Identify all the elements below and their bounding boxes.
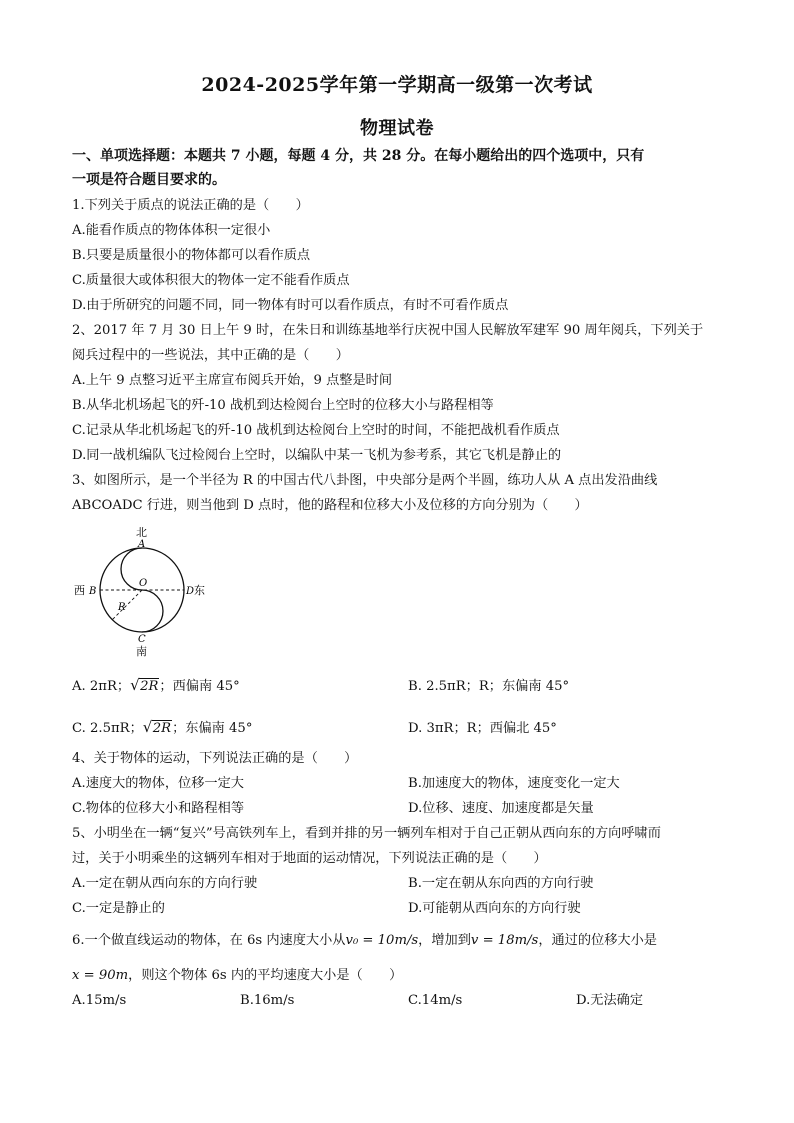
- q6-option-c: C.14m/s: [408, 993, 463, 1008]
- q3-option-a-suffix: ；西偏南 45°: [159, 679, 240, 694]
- exam-subtitle: 物理试卷: [360, 118, 434, 139]
- sqrt-symbol: √ 2R: [142, 718, 172, 736]
- q3-option-d: D. 3πR；R；西偏北 45°: [408, 721, 557, 736]
- q1-option-a: A.能看作质点的物体体积一定很小: [72, 223, 271, 238]
- q4-stem: 4、关于物体的运动，下列说法正确的是（ ）: [72, 751, 358, 766]
- q5-option-c: C.一定是静止的: [72, 901, 165, 916]
- q5-stem-line1: 5、小明坐在一辆“复兴”号高铁列车上，看到并排的另一辆列车相对于自己正朝从西向东的方向呼啸而: [72, 826, 661, 841]
- q6-stem-part-b: ，增加到: [418, 933, 471, 948]
- q6-stem-part-d: ，则这个物体 6s 内的平均速度大小是（ ）: [128, 968, 403, 983]
- q3-option-c-prefix: C. 2.5πR；: [72, 721, 143, 736]
- q6-initial-velocity: v₀ = 10m/s: [345, 933, 419, 948]
- q2-option-d: D.同一战机编队飞过检阅台上空时，以编队中某一飞机为参考系，其它飞机是静止的: [72, 448, 562, 463]
- section-heading-line2: 一项是符合题目要求的。: [72, 172, 226, 188]
- bagua-radius-line: [112, 590, 142, 620]
- q4-option-b: B.加速度大的物体，速度变化一定大: [408, 776, 620, 791]
- label-r: R: [118, 602, 126, 613]
- q6-stem-part-a: 6.一个做直线运动的物体，在 6s 内速度大小从: [72, 933, 346, 948]
- label-d: D: [186, 586, 195, 597]
- q5-option-b: B.一定在朝从东向西的方向行驶: [408, 876, 594, 891]
- q1-option-b: B.只要是质量很小的物体都可以看作质点: [72, 248, 311, 263]
- q3-stem-line1: 3、如图所示，是一个半径为 R 的中国古代八卦图，中央部分是两个半圆，练功人从 A 点出发沿曲线: [72, 473, 658, 488]
- q4-option-a: A.速度大的物体，位移一定大: [72, 776, 244, 791]
- q2-option-c: C.记录从华北机场起飞的歼-10 战机到达检阅台上空时的时间，不能把战机看作质点: [72, 423, 560, 438]
- q6-option-d: D.无法确定: [576, 993, 644, 1008]
- sqrt-symbol: √ 2R: [130, 676, 159, 694]
- q3-option-c-root: 2R: [152, 721, 172, 736]
- label-a: A: [138, 539, 146, 550]
- q4-option-d: D.位移、速度、加速度都是矢量: [408, 801, 594, 816]
- label-east: 东: [194, 584, 205, 597]
- q5-option-a: A.一定在朝从西向东的方向行驶: [72, 876, 258, 891]
- bagua-diagram: [72, 524, 212, 658]
- q1-option-c: C.质量很大或体积很大的物体一定不能看作质点: [72, 273, 350, 288]
- q1-stem: 1.下列关于质点的说法正确的是（ ）: [72, 198, 309, 213]
- q5-option-d: D.可能朝从西向东的方向行驶: [408, 901, 581, 916]
- q3-option-a-root: 2R: [140, 679, 159, 694]
- q3-option-b: B. 2.5πR；R；东偏南 45°: [408, 679, 570, 694]
- label-west: 西: [74, 584, 85, 597]
- q6-stem-line2: [72, 966, 402, 986]
- q5-stem-line2: 过，关于小明乘坐的这辆列车相对于地面的运动情况，下列说法正确的是（ ）: [72, 851, 547, 866]
- label-north: 北: [136, 526, 147, 539]
- label-c: C: [138, 634, 146, 645]
- section-heading-line1: 一、单项选择题：本题共 7 小题，每题 4 分，共 28 分。在每小题给出的四个选项中，只有: [72, 148, 645, 164]
- exam-title: 2024-2025学年第一学期高一级第一次考试: [201, 74, 593, 96]
- q3-option-a: [72, 677, 240, 697]
- label-o: O: [139, 578, 148, 589]
- q6-stem-part-c: ，通过的位移大小是: [538, 933, 657, 948]
- label-b: B: [89, 586, 97, 597]
- q3-option-c: [72, 719, 252, 739]
- q3-option-c-suffix: ；东偏南 45°: [172, 721, 253, 736]
- q6-option-a: A.15m/s: [72, 993, 127, 1008]
- label-south: 南: [136, 645, 147, 658]
- q6-final-velocity: v = 18m/s: [470, 933, 539, 948]
- q4-option-c: C.物体的位移大小和路程相等: [72, 801, 245, 816]
- q3-option-a-prefix: A. 2πR；: [72, 679, 131, 694]
- q6-displacement: x = 90m: [72, 968, 129, 983]
- q2-option-b: B.从华北机场起飞的歼-10 战机到达检阅台上空时的位移大小与路程相等: [72, 398, 494, 413]
- q2-stem-line2: 阅兵过程中的一些说法，其中正确的是（ ）: [72, 348, 349, 363]
- q1-option-d: D.由于所研究的问题不同，同一物体有时可以看作质点，有时不可看作质点: [72, 298, 509, 313]
- q6-stem-line1: [72, 931, 657, 951]
- q6-option-b: B.16m/s: [240, 993, 295, 1008]
- q3-stem-line2: ABCOADC 行进，则当他到 D 点时，他的路程和位移大小及位移的方向分别为（ ）: [72, 498, 588, 513]
- q2-option-a: A.上午 9 点整习近平主席宣布阅兵开始，9 点整是时间: [72, 373, 393, 388]
- q2-stem-line1: 2、2017 年 7 月 30 日上午 9 时，在朱日和训练基地举行庆祝中国人民解放军建军 90 周年阅兵，下列关于: [72, 323, 704, 338]
